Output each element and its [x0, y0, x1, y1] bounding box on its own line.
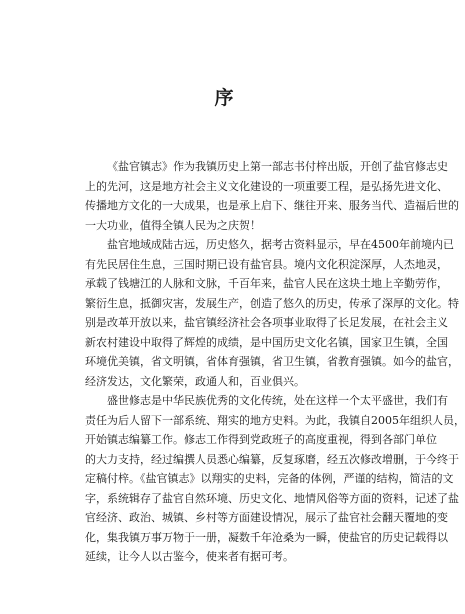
text-line: 定稿付梓。《盐官镇志》以翔实的史料，完备的体例，严谨的结构，简洁的文	[85, 472, 454, 485]
text-line: 盐官地域成陆古远，历史悠久，据考古资料显示，早在4500年前境内已	[107, 238, 454, 251]
text-line: 盛世修志是中华民族优秀的文化传统，处在这样一个太平盛世，我们有	[107, 394, 448, 407]
page-title: 序	[214, 87, 236, 109]
text-line: 官经济、政治、城镇、乡村等方面建设情况，展示了盐官社会翻天覆地的变	[85, 511, 448, 524]
text-line: 化，集我镇万事万物于一册，凝数千年沧桑为一瞬，使盐官的历史记载得以	[85, 530, 448, 544]
preface-body	[85, 157, 465, 567]
text-line: 新农村建设中取得了辉煌的成绩，是中国历史文化名镇，国家卫生镇，全国	[85, 335, 448, 349]
text-line: 繁衍生息，抵御灾害，发展生产，创造了悠久的历史，传承了深厚的文化。特	[85, 296, 459, 310]
text-line: 别是改革开放以来，盐官镇经济社会各项事业取得了长足发展，在社会主义	[85, 316, 448, 329]
text-line: 责任为后人留下一部系统、翔实的地方史料。为此，我镇自2005年组织人员，	[85, 413, 465, 427]
text-line: 的大力支持，经过编撰人员悉心编纂，反复琢磨，经五次修改增删，于今终于	[85, 452, 459, 466]
text-line: 有先民居住生息，三国时期已设有盐官县。境内文化积淀深厚，人杰地灵，	[85, 257, 448, 271]
text-line: 一大功业，值得全镇人民为之庆贺！	[85, 218, 261, 232]
text-line: 传播地方文化的一大成果，也是承上启下、继往开来、服务当代、造福后世的	[85, 199, 459, 212]
paragraph-1	[85, 157, 459, 235]
text-line: 字，系统辑存了盐官自然环境、历史文化、地情风俗等方面的资料，记述了盐	[85, 491, 459, 505]
text-line: 承载了钱塘江的人脉和文脉，千百年来，盐官人民在这块土地上辛勤劳作，	[85, 277, 448, 290]
paragraph-3	[85, 391, 465, 567]
paragraph-2	[85, 235, 459, 391]
text-line: 经济发达，文化繁荣，政通人和，百业俱兴。	[85, 374, 305, 388]
text-line: 上的先河，这是地方社会主义文化建设的一项重要工程，是弘扬先进文化、	[85, 179, 448, 193]
text-line: 环境优美镇，省文明镇，省体育强镇，省卫生镇，省教育强镇。如今的盐官，	[85, 355, 459, 368]
text-line: 延续，让今人以古鉴今，使来者有据可考。	[85, 550, 294, 563]
text-line: 《盐官镇志》作为我镇历史上第一部志书付梓出版，开创了盐官修志史	[107, 160, 448, 173]
text-line: 开始镇志编纂工作。修志工作得到党政班子的高度重视，得到各部门单位	[85, 433, 437, 446]
